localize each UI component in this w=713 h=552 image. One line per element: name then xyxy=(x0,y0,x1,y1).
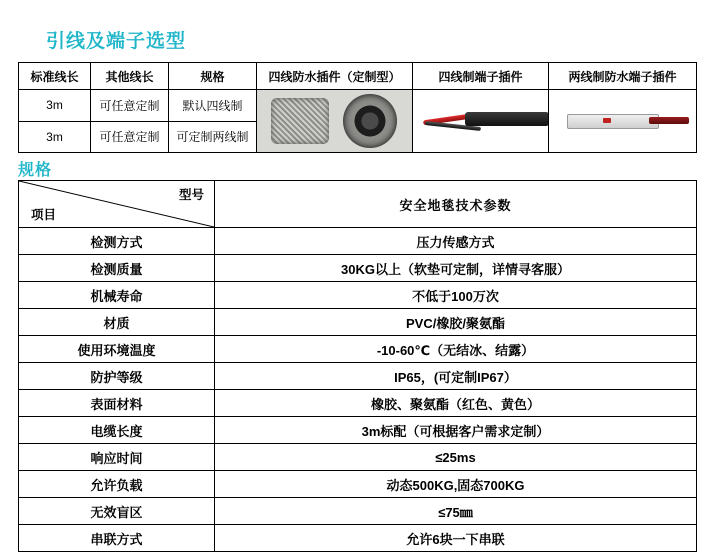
spec-label-7: 电缆长度 xyxy=(19,417,215,444)
spec-value-9: 动态500KG,固态700KG xyxy=(215,471,697,498)
table-row-header xyxy=(19,63,697,90)
table-row xyxy=(19,471,697,498)
spec-label-8: 响应时间 xyxy=(19,444,215,471)
col-header-standard-length: 标准线长 xyxy=(19,63,91,90)
col-header-spec: 规格 xyxy=(169,63,257,90)
table-row xyxy=(19,282,697,309)
col-header-waterproof-4wire: 四线防水插件（定制型） xyxy=(257,63,413,90)
table-row xyxy=(19,444,697,471)
cell-standard-length-1: 3m xyxy=(19,90,91,122)
section-title-spec: 规格 xyxy=(18,162,53,179)
spec-label-6: 表面材料 xyxy=(19,390,215,417)
specification-table xyxy=(18,180,697,552)
spec-label-1: 检测质量 xyxy=(19,255,215,282)
spec-value-11: 允许6块一下串联 xyxy=(215,525,697,552)
col-header-terminal-2wire: 两线制防水端子插件 xyxy=(549,63,697,90)
spec-value-7: 3m标配（可根据客户需求定制） xyxy=(215,417,697,444)
spec-header-item: 项目 xyxy=(31,208,57,222)
spec-label-9: 允许负载 xyxy=(19,471,215,498)
cell-other-length-2: 可任意定制 xyxy=(91,121,169,153)
table-row xyxy=(19,309,697,336)
section-title-leads: 引线及端子选型 xyxy=(46,31,187,52)
spec-value-5: IP65，(可定制IP67） xyxy=(215,363,697,390)
table-row xyxy=(19,390,697,417)
spec-value-10: ≤75㎜ xyxy=(215,498,697,525)
table-row xyxy=(19,498,697,525)
spec-label-5: 防护等级 xyxy=(19,363,215,390)
spec-header-model: 型号 xyxy=(178,188,204,202)
spec-value-3: PVC/橡胶/聚氨酯 xyxy=(215,309,697,336)
spec-value-8: ≤25ms xyxy=(215,444,697,471)
spec-value-4: -10-60℃（无结冰、结露） xyxy=(215,336,697,363)
spec-header-cell xyxy=(19,181,215,228)
table-row-header xyxy=(19,181,697,228)
table-row xyxy=(19,255,697,282)
spec-label-10: 无效盲区 xyxy=(19,498,215,525)
spec-label-2: 机械寿命 xyxy=(19,282,215,309)
connector-waterproof-photo xyxy=(257,90,412,152)
spec-value-6: 橡胶、聚氨酯（红色、黄色） xyxy=(215,390,697,417)
table-row xyxy=(19,363,697,390)
table-row xyxy=(19,90,697,122)
table-row xyxy=(19,525,697,552)
table-row xyxy=(19,228,697,255)
col-header-terminal-4wire: 四线制端子插件 xyxy=(413,63,549,90)
cell-photo-terminal-2wire xyxy=(549,90,697,153)
col-header-other-length: 其他线长 xyxy=(91,63,169,90)
table-row xyxy=(19,417,697,444)
spec-label-0: 检测方式 xyxy=(19,228,215,255)
connector-4wire-photo xyxy=(413,90,548,152)
cell-spec-2: 可定制两线制 xyxy=(169,121,257,153)
cell-standard-length-2: 3m xyxy=(19,121,91,153)
spec-label-4: 使用环境温度 xyxy=(19,336,215,363)
cell-photo-terminal-4wire xyxy=(413,90,549,153)
cell-photo-waterproof-4wire xyxy=(257,90,413,153)
table-row xyxy=(19,336,697,363)
spec-value-2: 不低于100万次 xyxy=(215,282,697,309)
cell-spec-1: 默认四线制 xyxy=(169,90,257,122)
leads-selection-table xyxy=(18,62,697,153)
spec-label-11: 串联方式 xyxy=(19,525,215,552)
connector-2wire-photo xyxy=(549,90,696,152)
cell-other-length-1: 可任意定制 xyxy=(91,90,169,122)
spec-header-title: 安全地毯技术参数 xyxy=(215,181,697,228)
spec-value-1: 30KG以上（软垫可定制，详情寻客服） xyxy=(215,255,697,282)
spec-label-3: 材质 xyxy=(19,309,215,336)
spec-value-0: 压力传感方式 xyxy=(215,228,697,255)
